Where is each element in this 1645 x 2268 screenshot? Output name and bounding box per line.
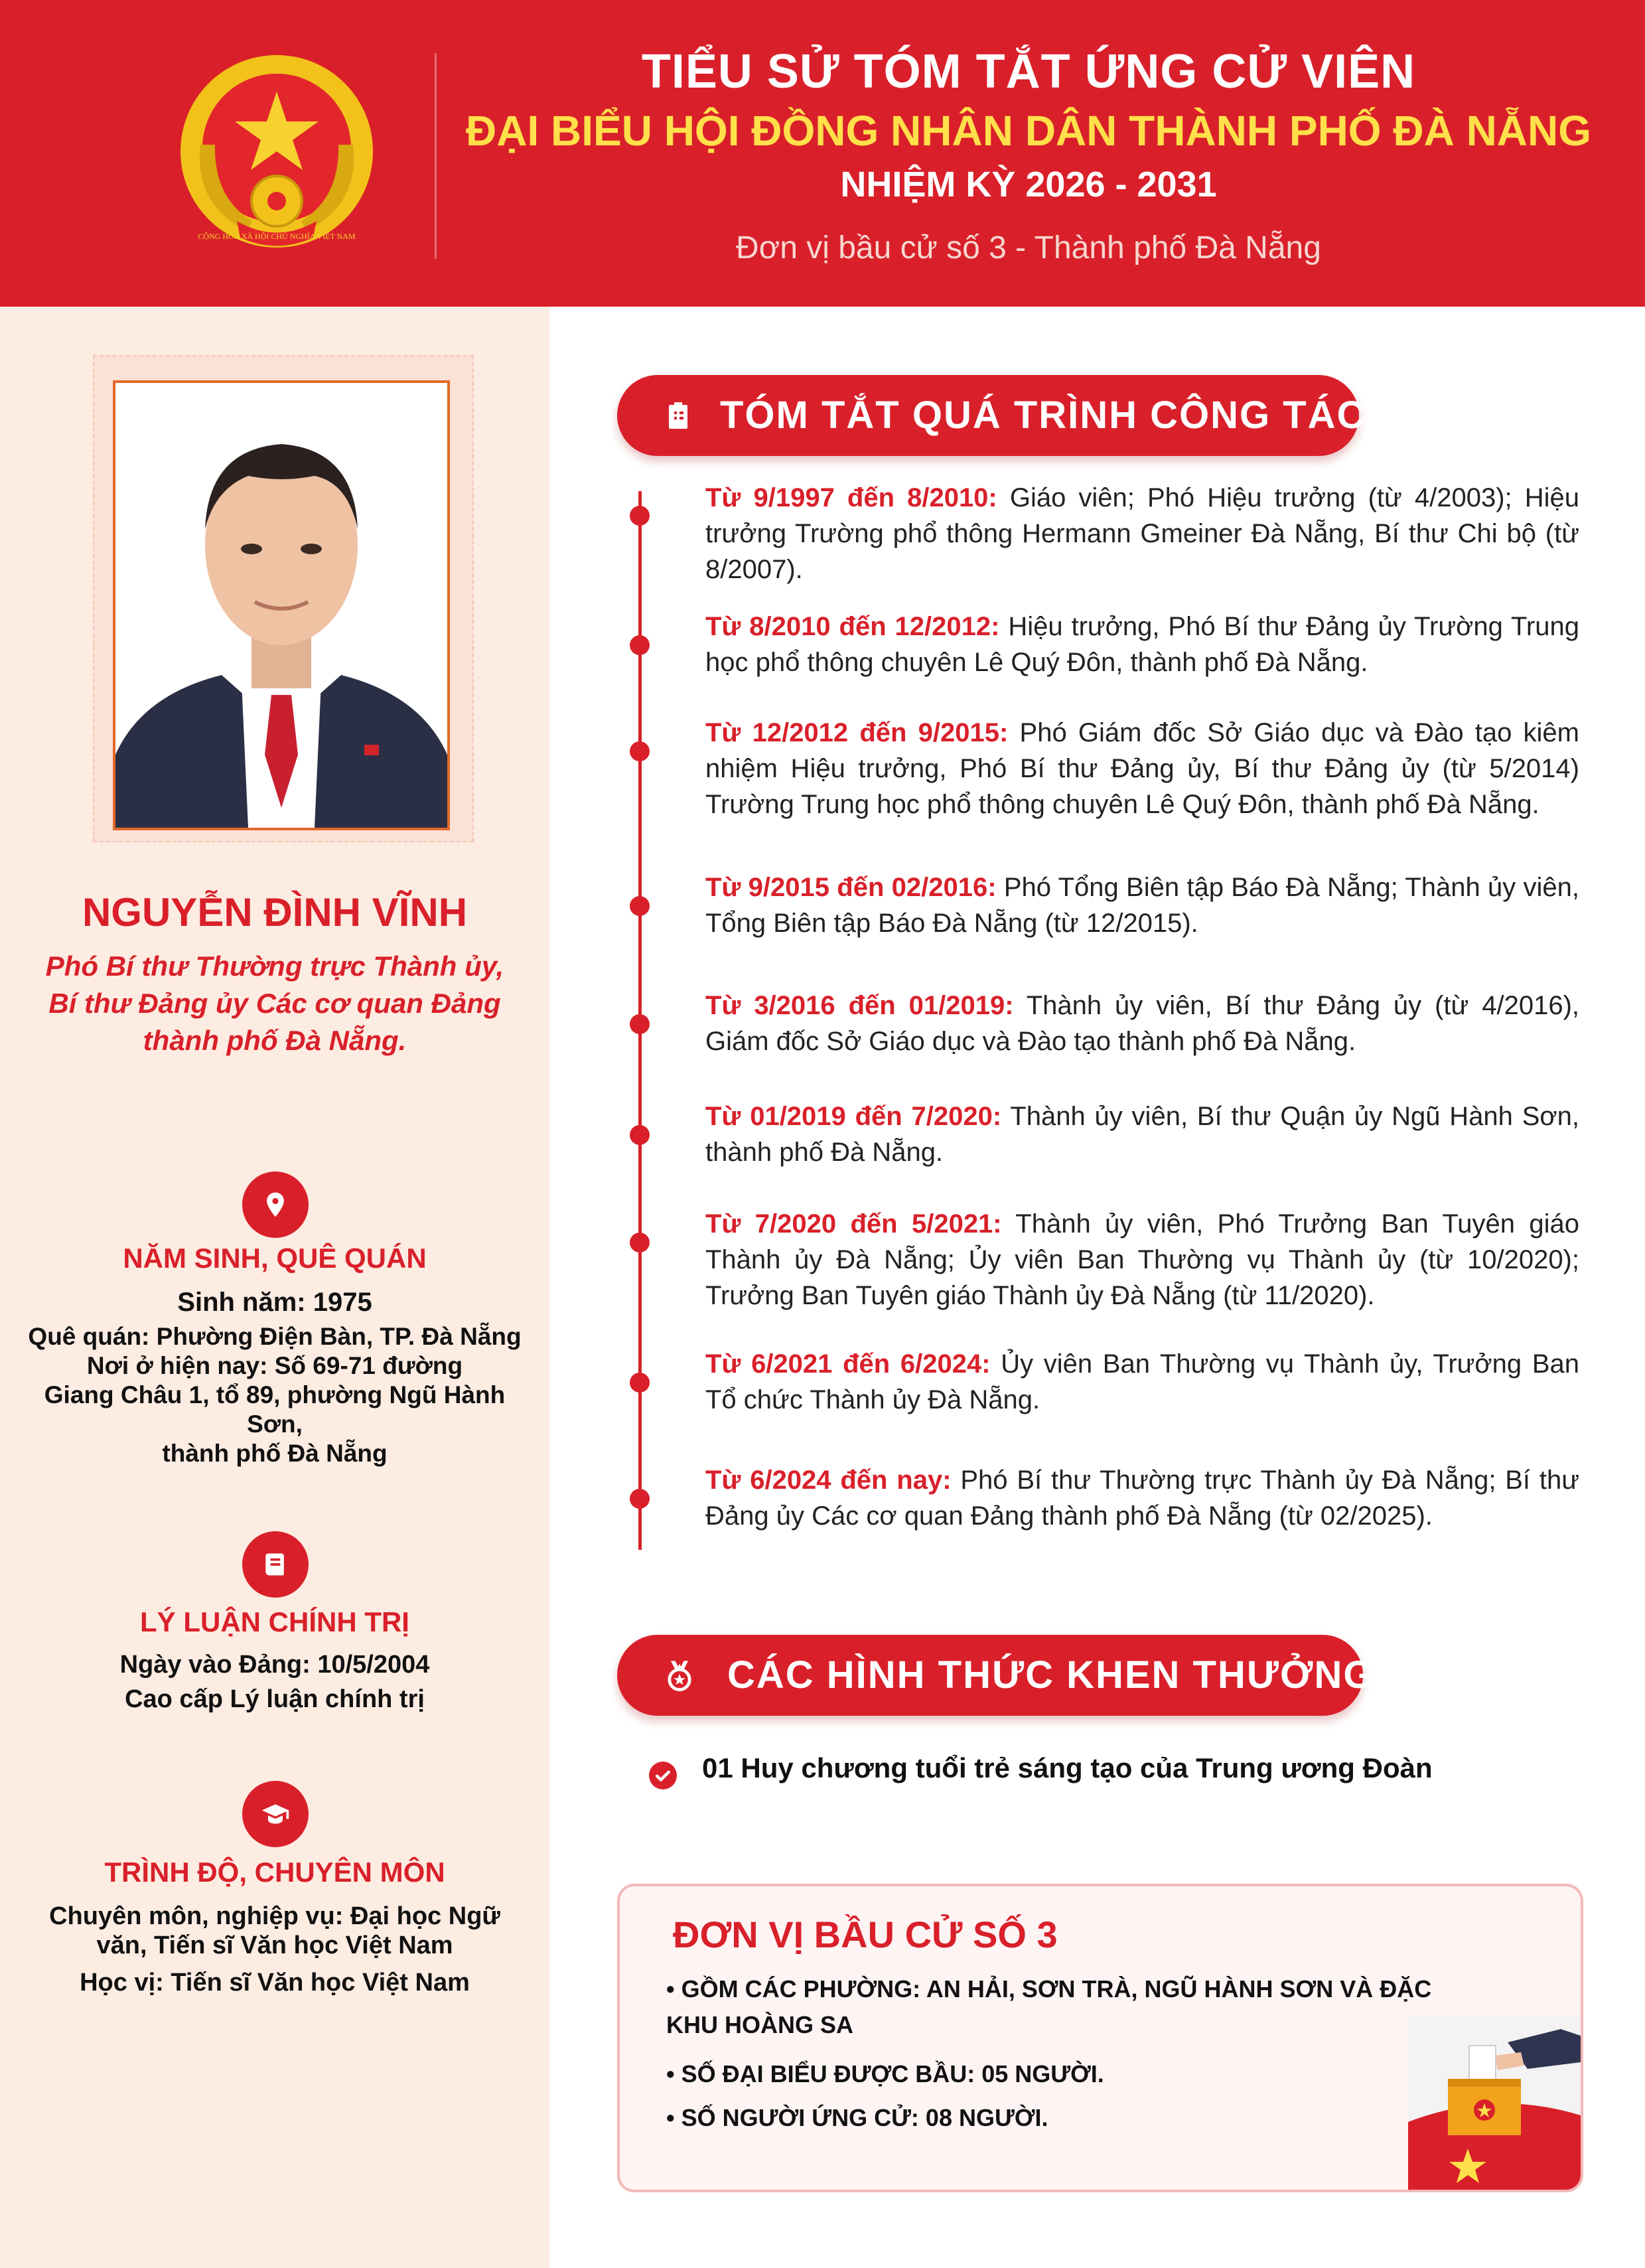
timeline-text: Giáo viên; Phó Hiệu trưởng (từ 4/2003); Hiệu trưởng Trường phổ thông Hermann Gmeiner Đà Nẵng, Bí thư Chi bộ (từ 8/2007).: [705, 483, 1579, 584]
career-heading-pill: [617, 375, 1366, 456]
district-seats: • SỐ ĐẠI BIỂU ĐƯỢC BẦU: 05 NGƯỜI.: [666, 2060, 1104, 2087]
career-heading: TÓM TẮT QUÁ TRÌNH CÔNG TÁC: [720, 394, 1366, 437]
timeline-date: Từ 6/2024 đến nay:: [705, 1466, 952, 1495]
award-item: 01 Huy chương tuổi trẻ sáng tạo của Trung ương Đoàn: [702, 1752, 1433, 1783]
clipboard-icon: [662, 400, 694, 431]
residence-line-3: thành phố Đà Nẵng: [162, 1440, 388, 1467]
timeline-date: Từ 6/2021 đến 6/2024:: [705, 1349, 991, 1379]
timeline-dot: [630, 896, 650, 916]
location-pin-icon: [242, 1172, 309, 1238]
residence-line-2: Giang Châu 1, tổ 89, phường Ngũ Hành Sơn,: [44, 1381, 506, 1438]
timeline-item: [705, 1206, 1579, 1314]
timeline-item: [705, 480, 1579, 587]
timeline-dot: [630, 1125, 650, 1145]
timeline-dot: [630, 741, 650, 761]
major-line-2: văn, Tiến sĩ Văn học Việt Nam: [96, 1931, 453, 1959]
education-details: [13, 1902, 536, 1997]
electoral-district-box: [617, 1884, 1583, 2192]
header-divider: [435, 53, 437, 259]
education-section-title: TRÌNH ĐỘ, CHUYÊN MÔN: [104, 1856, 445, 1888]
candidate-portrait: [113, 380, 450, 830]
timeline-dot: [630, 1373, 650, 1393]
timeline-dot: [630, 1014, 650, 1034]
birth-year: Sinh năm: 1975: [177, 1288, 372, 1317]
party-join-date: Ngày vào Đảng: 10/5/2004: [119, 1651, 430, 1679]
timeline-text: Thành ủy viên, Bí thư Quận ủy Ngũ Hành Sơn, thành phố Đà Nẵng.: [705, 1102, 1579, 1167]
book-icon: [242, 1531, 309, 1598]
timeline-dot: [630, 506, 650, 526]
timeline-text: Phó Giám đốc Sở Giáo dục và Đào tạo kiêm nhiệm Hiệu trưởng, Phó Bí thư Đảng ủy, Bí thư Đảng ủy (từ 5/2014) Trường Trung học phổ thông chuyên Lê Quý Đôn, thành phố Đà Nẵng.: [705, 718, 1579, 819]
header-subtitle: Đơn vị bầu cử số 3 - Thành phố Đà Nẵng: [736, 230, 1321, 265]
politics-section-title: LÝ LUẬN CHÍNH TRỊ: [140, 1606, 409, 1637]
timeline-date: Từ 9/2015 đến 02/2016:: [705, 873, 997, 902]
timeline-date: Từ 12/2012 đến 9/2015:: [705, 718, 1009, 747]
timeline-dot: [630, 1233, 650, 1252]
candidate-name: NGUYỄN ĐÌNH VĨNH: [82, 890, 468, 935]
major-line-1: Chuyên môn, nghiệp vụ: Đại học Ngữ: [49, 1902, 500, 1930]
timeline-date: Từ 9/1997 đến 8/2010:: [705, 483, 997, 512]
header-title-3: NHIỆM KỲ 2026 - 2031: [840, 165, 1217, 204]
timeline-item: [705, 1098, 1579, 1170]
graduation-cap-icon: [242, 1781, 309, 1847]
birth-section-title: NĂM SINH, QUÊ QUÁN: [123, 1243, 427, 1274]
timeline-date: Từ 8/2010 đến 12/2012:: [705, 612, 1000, 641]
header-title-2: ĐẠI BIỂU HỘI ĐỒNG NHÂN DÂN THÀNH PHỐ ĐÀ NẴNG: [466, 107, 1591, 155]
timeline-date: Từ 7/2020 đến 5/2021:: [705, 1209, 1002, 1239]
politics-details: [13, 1647, 536, 1716]
header-titles: [465, 40, 1593, 281]
timeline-date: Từ 3/2016 đến 01/2019:: [705, 991, 1014, 1020]
political-theory-level: Cao cấp Lý luận chính trị: [125, 1685, 425, 1713]
timeline-item: [705, 609, 1579, 680]
check-circle-icon: [649, 1762, 677, 1789]
role-line-1: Phó Bí thư Thường trực Thành ủy,: [45, 950, 504, 982]
birth-details: [13, 1322, 536, 1468]
ballot-box-illustration: [1408, 2016, 1581, 2190]
timeline-text: Thành ủy viên, Phó Trưởng Ban Tuyên giáo Thành ủy Đà Nẵng; Ủy viên Ban Thường vụ Thành ủy (từ 10/2020); Trưởng Ban Tuyên giáo Thành ủy Đà Nẵng (từ 11/2020).: [705, 1209, 1580, 1310]
role-line-3: thành phố Đà Nẵng.: [143, 1025, 407, 1056]
timeline-dot: [630, 635, 650, 655]
timeline-item: [705, 1462, 1579, 1534]
role-line-2: Bí thư Đảng ủy Các cơ quan Đảng: [48, 988, 501, 1019]
hometown: Quê quán: Phường Điện Bàn, TP. Đà Nẵng: [28, 1323, 522, 1350]
academic-degree: Học vị: Tiến sĩ Văn học Việt Nam: [80, 1969, 470, 1997]
medal-icon: [662, 1658, 697, 1693]
awards-heading: CÁC HÌNH THỨC KHEN THƯỞNG: [727, 1653, 1375, 1697]
timeline-dot: [630, 1489, 650, 1509]
emblem-text: CỘNG HÒA XÃ HỘI CHỦ NGHĨA VIỆT NAM: [198, 232, 356, 241]
timeline-item: [705, 1346, 1579, 1418]
header-banner: [0, 0, 1645, 307]
timeline-item: [705, 869, 1579, 941]
timeline-item: [705, 988, 1579, 1059]
residence-line-1: Nơi ở hiện nay: Số 69-71 đường: [86, 1352, 463, 1379]
district-title: ĐƠN VỊ BẦU CỬ SỐ 3: [673, 1914, 1058, 1955]
national-emblem-icon: [174, 52, 380, 251]
header-title-1: TIỂU SỬ TÓM TẮT ỨNG CỬ VIÊN: [641, 45, 1416, 98]
district-wards: • GỒM CÁC PHƯỜNG: AN HẢI, SƠN TRÀ, NGŨ HÀNH SƠN VÀ ĐẶC KHU HOÀNG SA: [666, 1975, 1432, 2038]
timeline-text: Phó Tổng Biên tập Báo Đà Nẵng; Thành ủy viên, Tổng Biên tập Báo Đà Nẵng (từ 12/2015).: [705, 873, 1580, 938]
portrait-illustration: [115, 383, 447, 828]
timeline-text: Ủy viên Ban Thường vụ Thành ủy, Trưởng Ban Tổ chức Thành ủy Đà Nẵng.: [705, 1349, 1579, 1414]
timeline-text: Thành ủy viên, Bí thư Đảng ủy (từ 4/2016), Giám đốc Sở Giáo dục và Đào tạo thành phố Đà Nẵng.: [705, 991, 1579, 1056]
candidate-role: [40, 948, 510, 1059]
timeline-item: [705, 715, 1579, 822]
timeline-text: Hiệu trưởng, Phó Bí thư Đảng ủy Trường Trung học phổ thông chuyên Lê Quý Đôn, thành phố Đà Nẵng.: [705, 612, 1579, 677]
district-candidates: • SỐ NGƯỜI ỨNG CỬ: 08 NGƯỜI.: [666, 2104, 1048, 2131]
timeline-date: Từ 01/2019 đến 7/2020:: [705, 1102, 1002, 1131]
timeline-text: Phó Bí thư Thường trực Thành ủy Đà Nẵng; Bí thư Đảng ủy Các cơ quan Đảng thành phố Đà Nẵng (từ 02/2025).: [705, 1466, 1579, 1531]
awards-heading-pill: [617, 1635, 1375, 1716]
